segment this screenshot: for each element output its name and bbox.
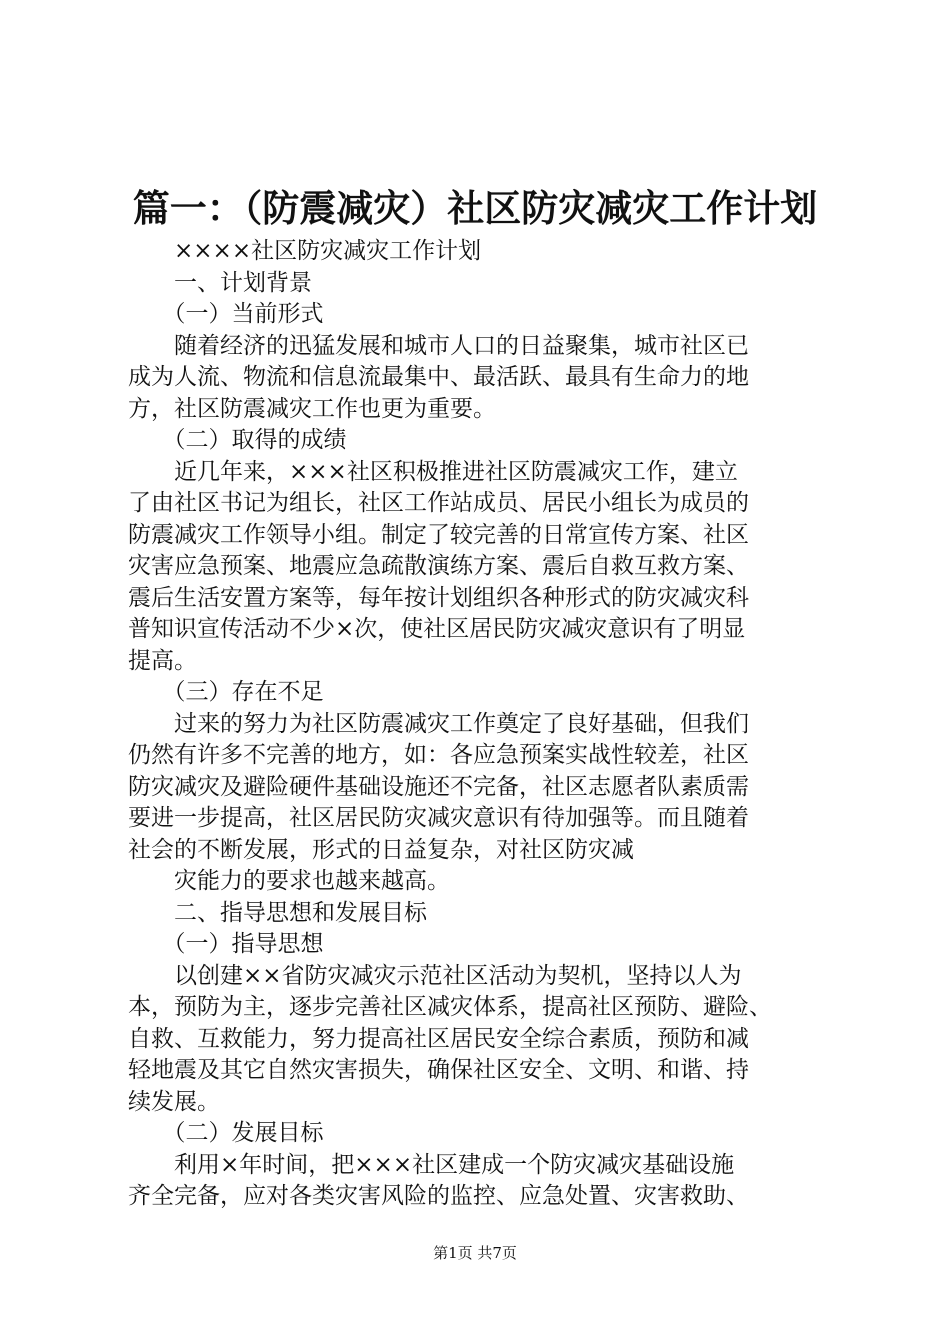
body-line: 震后生活安置方案等，每年按计划组织各种形式的防灾减灾科: [128, 584, 749, 611]
body-line: 以创建××省防灾减灾示范社区活动为契机，坚持以人为: [128, 962, 742, 989]
body-line: 过来的努力为社区防震减灾工作奠定了良好基础，但我们: [128, 710, 749, 737]
body-line: 续发展。: [128, 1088, 220, 1115]
body-line: （一）当前形式: [128, 301, 324, 327]
body-line: （一）指导思想: [128, 931, 324, 957]
body-line: 普知识宣传活动不少×次，使社区居民防灾减灾意识有了明显: [128, 616, 746, 642]
body-line: 利用×年时间，把×××社区建成一个防灾减灾基础设施: [128, 1151, 735, 1178]
body-line: （二）发展目标: [128, 1120, 324, 1146]
document-body: [128, 236, 830, 1213]
body-line: 一、计划背景: [128, 269, 312, 296]
body-line: 灾能力的要求也越来越高。: [128, 868, 450, 894]
body-line: 仍然有许多不完善的地方，如：各应急预案实战性较差，社区: [128, 742, 749, 768]
body-line: 防灾减灾及避险硬件基础设施还不完备，社区志愿者队素质需: [128, 773, 749, 800]
body-line: 轻地震及其它自然灾害损失，确保社区安全、文明、和谐、持: [128, 1057, 749, 1083]
body-line: 提高。: [128, 647, 197, 674]
body-line: 随着经济的迅猛发展和城市人口的日益聚集，城市社区已: [128, 332, 749, 359]
body-line: 自救、互救能力，努力提高社区居民安全综合素质，预防和减: [128, 1025, 749, 1052]
body-line: （三）存在不足: [128, 679, 324, 705]
body-line: 防震减灾工作领导小组。制定了较完善的日常宣传方案、社区: [128, 521, 749, 548]
body-line: 方，社区防震减灾工作也更为重要。: [128, 395, 496, 422]
body-line: 社会的不断发展，形式的日益复杂，对社区防灾减: [128, 836, 634, 863]
body-line: 近几年来，×××社区积极推进社区防震减灾工作，建立: [128, 458, 738, 485]
body-line: 齐全完备，应对各类灾害风险的监控、应急处置、灾害救助、: [128, 1183, 749, 1209]
body-line: 要进一步提高，社区居民防灾减灾意识有待加强等。而且随着: [128, 805, 749, 831]
page-footer: 第1页 共7页: [433, 1244, 517, 1262]
body-line: 灾害应急预案、地震应急疏散演练方案、震后自救互救方案、: [128, 553, 749, 579]
document-title: 篇一：（防震减灾）社区防灾减灾工作计划: [132, 186, 818, 230]
body-line: 本，预防为主，逐步完善社区减灾体系，提高社区预防、避险、: [128, 994, 772, 1020]
body-line: （二）取得的成绩: [128, 427, 347, 453]
body-line: 二、指导思想和发展目标: [128, 899, 427, 926]
body-line: ××××社区防灾减灾工作计划: [128, 238, 482, 264]
body-line: 了由社区书记为组长，社区工作站成员、居民小组长为成员的: [128, 490, 749, 516]
body-line: 成为人流、物流和信息流最集中、最活跃、最具有生命力的地: [128, 364, 749, 390]
